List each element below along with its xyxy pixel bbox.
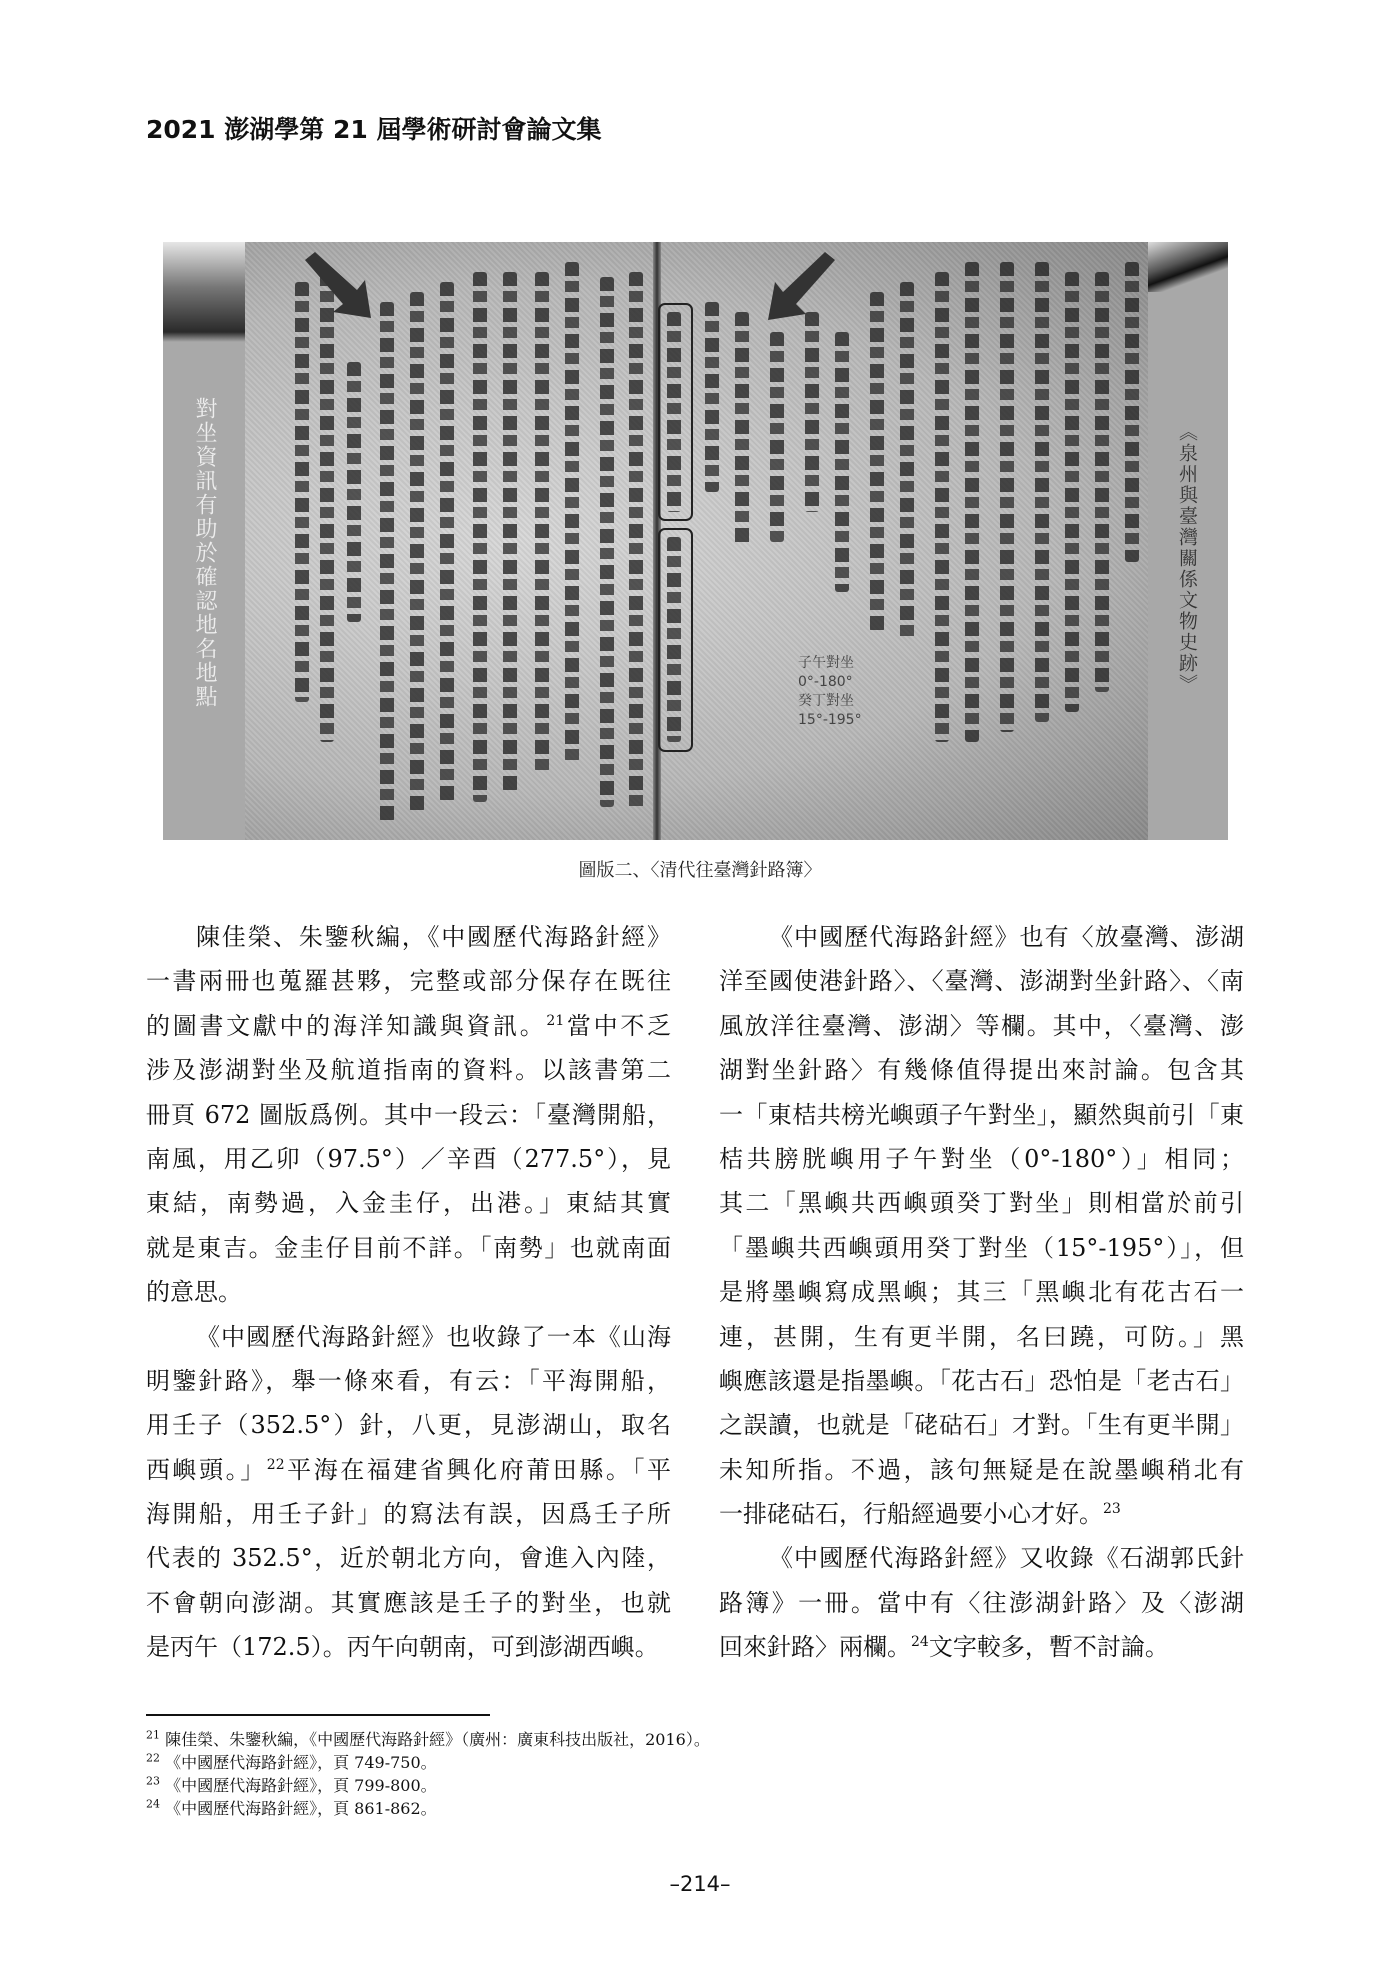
footnote-ref[interactable]: 23: [1103, 1501, 1121, 1518]
text-segment: 未知所指。不過，該句無疑是在說墨嶼稍北有: [719, 1455, 1244, 1484]
text-segment: 不會朝向澎湖。其實應該是壬子的對坐，也就: [146, 1588, 671, 1617]
footnote-ref[interactable]: 24: [911, 1634, 929, 1651]
footnote-text: 《中國歷代海路針經》，頁 749-750。: [165, 1753, 437, 1772]
annotation-line: 0°-180°: [798, 674, 853, 690]
text-segment: 西嶼頭。」: [146, 1455, 267, 1484]
text-line: [146, 1093, 671, 1137]
text-line: [146, 1403, 671, 1447]
text-segment: 是將墨嶼寫成黑嶼；其三「黑嶼北有花古石一: [719, 1278, 1244, 1307]
text-line: [719, 1448, 1244, 1492]
text-segment: 連，甚開，生有更半開，名曰蹺，可防。」黑: [719, 1322, 1244, 1351]
text-segment: 涉及澎湖對坐及航道指南的資料。以該書第二: [146, 1056, 671, 1085]
footnote-number: 24: [146, 1797, 160, 1811]
text-segment: 用壬子（352.5°）針，八更，見澎湖山，取名: [146, 1411, 671, 1440]
text-segment: 一書兩冊也蒐羅甚夥，完整或部分保存在既往: [146, 967, 671, 996]
text-line: [146, 1625, 671, 1669]
text-line: [146, 915, 671, 959]
footnote: [146, 1774, 710, 1797]
text-segment: 「墨嶼共西嶼頭用癸丁對坐（15°-195°）」，但: [719, 1233, 1244, 1262]
footnotes: [146, 1728, 710, 1820]
text-line: [719, 1359, 1244, 1403]
text-segment: 《中國歷代海路針經》又收錄《石湖郭氏針: [769, 1544, 1244, 1573]
footnote: [146, 1728, 710, 1751]
text-segment: 嶼應該還是指墨嶼。「花古石」恐怕是「老古石」: [719, 1366, 1244, 1395]
text-segment: 一排硓𥑮石，行船經過要小心才好。: [719, 1500, 1103, 1529]
footnote-ref[interactable]: 22: [266, 1456, 285, 1473]
orientation-annotation: [798, 654, 862, 730]
arrow-icon: [760, 252, 840, 327]
text-line: [719, 1581, 1244, 1625]
text-line: [719, 1315, 1244, 1359]
text-segment: 桔共膀胱嶼用子午對坐（0°-180°）」相同；: [719, 1144, 1244, 1173]
text-segment: 明鑒針路》，舉一條來看，有云：「平海開船，: [146, 1366, 671, 1395]
text-line: [719, 1093, 1244, 1137]
text-line: [146, 1536, 671, 1580]
footnote-number: 22: [146, 1751, 160, 1765]
text-line: [146, 1492, 671, 1536]
right-text-column: [719, 915, 1244, 1670]
annotation-line: 子午對坐: [798, 655, 854, 671]
text-segment: 洋至國使港針路〉、〈臺灣、澎湖對坐針路〉、〈南: [719, 967, 1244, 996]
text-segment: 湖對坐針路〉有幾條值得提出來討論。包含其: [719, 1056, 1244, 1085]
text-line: [146, 1581, 671, 1625]
text-line: [146, 1315, 671, 1359]
left-text-column: [146, 915, 671, 1670]
arrow-icon: [305, 252, 385, 322]
text-segment: 陳佳榮、朱鑒秋編，《中國歷代海路針經》: [196, 923, 671, 951]
figure-caption: 圖版二、〈清代往臺灣針路簿〉: [578, 860, 822, 881]
footnote-divider: [146, 1714, 490, 1716]
text-segment: 平海在福建省興化府莆田縣。「平: [284, 1455, 672, 1484]
text-segment: 風放洋往臺灣、澎湖〉等欄。其中，〈臺灣、澎: [719, 1011, 1244, 1040]
text-line: [719, 1004, 1244, 1048]
text-segment: 南風，用乙卯（97.5°）／辛酉（277.5°），見: [146, 1144, 671, 1173]
figure-left-sidebar: [163, 242, 245, 840]
text-line: [719, 1625, 1244, 1669]
text-segment: 其二「黑嶼共西嶼頭癸丁對坐」則相當於前引: [719, 1189, 1244, 1218]
annotation-line: 癸丁對坐: [798, 693, 854, 709]
text-line: [719, 1536, 1244, 1580]
text-segment: 文字較多，暫不討論。: [928, 1633, 1169, 1662]
text-line: [146, 1226, 671, 1270]
text-line: [146, 1270, 671, 1314]
text-line: [146, 1048, 671, 1092]
text-segment: 路簿》一冊。當中有〈往澎湖針路〉及〈澎湖: [719, 1588, 1244, 1617]
footnote-number: 23: [146, 1774, 160, 1788]
text-segment: 東結，南勢過，入金圭仔，出港。」東結其實: [146, 1189, 671, 1218]
figure-left-label: 對坐資訊有助於確認地名地點: [192, 397, 217, 709]
text-line: [719, 1270, 1244, 1314]
running-header: 2021 澎湖學第 21 屆學術研討會論文集: [146, 115, 602, 144]
footnote-number: 21: [146, 1728, 160, 1742]
text-line: [719, 1403, 1244, 1447]
text-line: [719, 959, 1244, 1003]
footnote-text: 陳佳榮、朱鑒秋編，《中國歷代海路針經》（廣州：廣東科技出版社，2016）。: [165, 1730, 710, 1749]
text-line: [719, 1048, 1244, 1092]
text-line: [146, 1137, 671, 1181]
text-segment: 《中國歷代海路針經》也收錄了一本《山海: [196, 1322, 671, 1351]
text-line: [719, 915, 1244, 959]
manuscript-figure: [163, 242, 1228, 840]
text-line: [146, 1004, 671, 1048]
text-segment: 當中不乏: [564, 1011, 672, 1040]
text-line: [719, 1181, 1244, 1225]
page-number: –214–: [669, 1872, 731, 1896]
text-segment: 的意思。: [146, 1278, 242, 1307]
text-line: [719, 1137, 1244, 1181]
text-segment: 就是東吉。金圭仔目前不詳。「南勢」也就南面: [146, 1233, 671, 1262]
text-segment: 回來針路〉兩欄。: [719, 1633, 911, 1662]
text-segment: 冊頁 672 圖版爲例。其中一段云：「臺灣開船，: [146, 1100, 671, 1129]
text-line: [146, 959, 671, 1003]
text-segment: 海開船，用壬子針」的寫法有誤，因爲壬子所: [146, 1500, 671, 1529]
footnote: [146, 1751, 710, 1774]
text-segment: 代表的 352.5°，近於朝北方向，會進入內陸，: [146, 1544, 671, 1573]
text-segment: 的圖書文獻中的海洋知識與資訊。: [146, 1011, 547, 1040]
text-segment: 是丙午（172.5）。丙午向朝南，可到澎湖西嶼。: [146, 1633, 659, 1662]
footnote-text: 《中國歷代海路針經》，頁 799-800。: [165, 1776, 437, 1795]
footnote-text: 《中國歷代海路針經》，頁 861-862。: [165, 1799, 437, 1818]
footnote-ref[interactable]: 21: [546, 1012, 565, 1029]
manuscript-photo: [245, 242, 1148, 840]
figure-right-sidebar: [1148, 242, 1228, 840]
text-line: [146, 1359, 671, 1403]
annotation-line: 15°-195°: [798, 712, 862, 728]
figure-right-label: 《泉州與臺灣關係文物史跡》: [1176, 422, 1198, 695]
text-line: [146, 1181, 671, 1225]
text-line: [146, 1448, 671, 1492]
text-segment: 《中國歷代海路針經》也有〈放臺灣、澎湖: [769, 923, 1244, 951]
sidebar-decoration: [1148, 242, 1228, 292]
text-line: [719, 1226, 1244, 1270]
text-segment: 之誤讀，也就是「硓𥑮石」才對。「生有更半開」: [719, 1411, 1244, 1440]
sidebar-decoration: [163, 242, 245, 342]
text-segment: 一「東桔共榜光嶼頭子午對坐」，顯然與前引「東: [719, 1100, 1244, 1129]
footnote: [146, 1797, 710, 1820]
text-line: [719, 1492, 1244, 1536]
